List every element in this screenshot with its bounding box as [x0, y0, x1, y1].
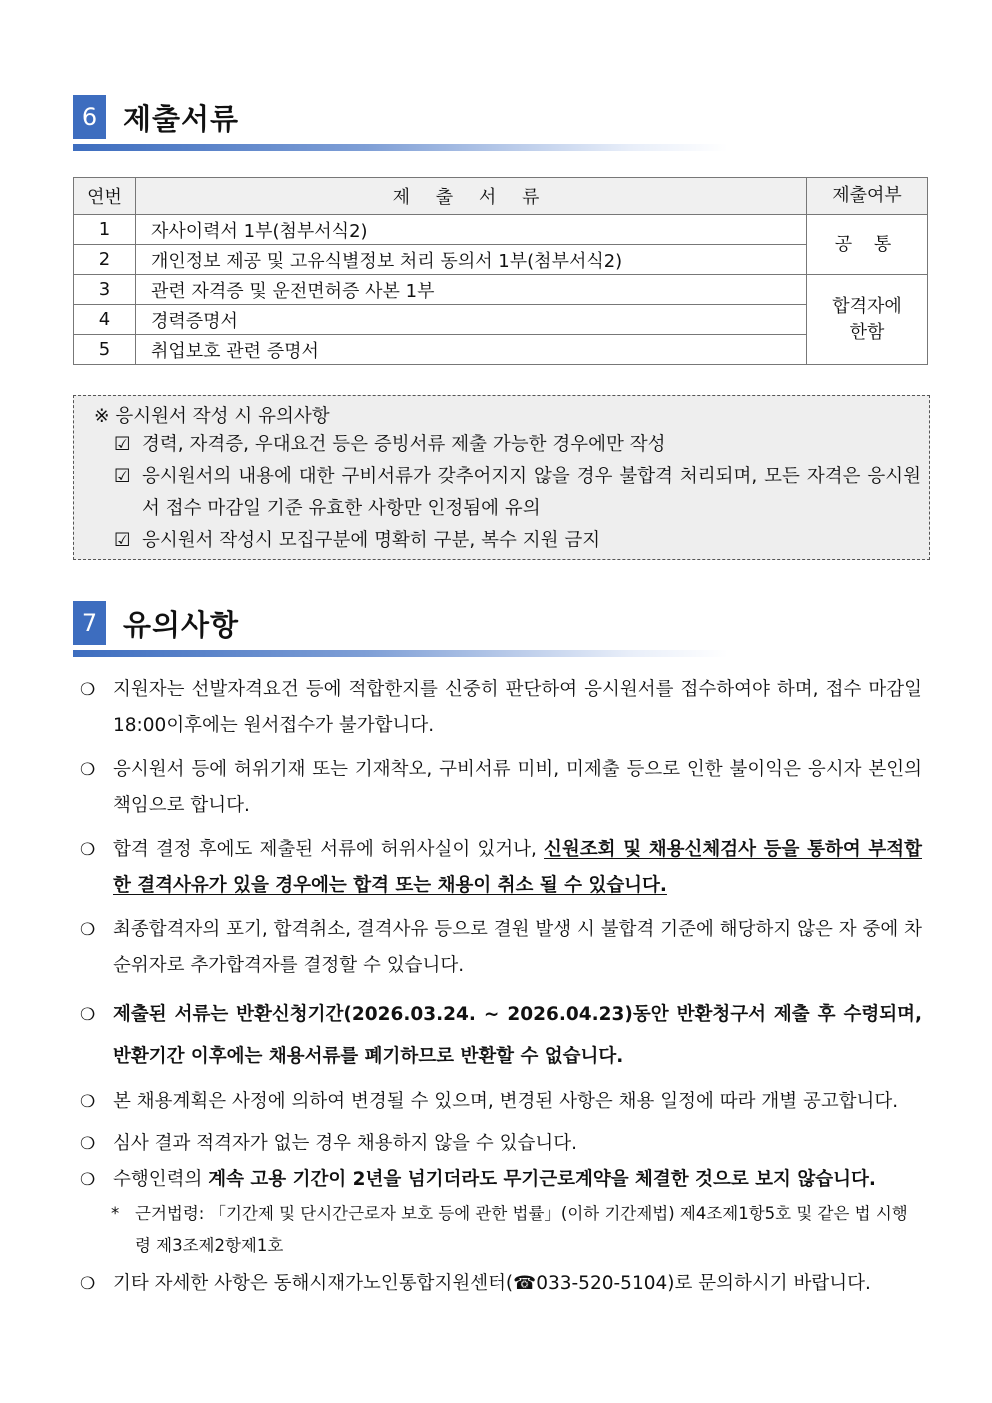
checkbox-icon: ☑	[114, 466, 131, 487]
circle-bullet-icon: ❍	[80, 1005, 96, 1025]
notice-item	[114, 525, 921, 557]
table-row	[74, 245, 928, 275]
submit-passed	[807, 275, 928, 365]
checkbox-icon: ☑	[114, 530, 131, 551]
caution-text: 지원자는 선발자격요건 등에 적합한지를 신중히 판단하여 응시원서를 접수하여야 하며, 접수 마감일 18:00이후에는 원서접수가 불가합니다.	[113, 679, 922, 736]
section-title: 유의사항	[123, 608, 240, 642]
row-no: 3	[74, 275, 136, 305]
application-notice-box	[73, 395, 930, 560]
circle-bullet-icon: ❍	[80, 1170, 96, 1190]
note-asterisk: *	[111, 1204, 120, 1223]
circle-bullet-icon: ❍	[80, 840, 96, 860]
checkbox-icon: ☑	[114, 434, 131, 455]
circle-bullet-icon: ❍	[80, 760, 96, 780]
section-number: 7	[73, 601, 106, 645]
submit-common: 공 통	[807, 215, 928, 275]
notice-title: ※ 응시원서 작성 시 유의사항	[94, 406, 330, 427]
header-doc: 제 출 서 류	[136, 178, 807, 215]
caution-text: 심사 결과 적격자가 없는 경우 채용하지 않을 수 있습니다.	[113, 1133, 577, 1154]
caution-text: 제출된 서류는 반환신청기간(2026.03.24. ~ 2026.04.23)동안 반환청구서 제출 후 수령되며, 반환기간 이후에는 채용서류를 폐기하므로 반환할 수 없습니다.	[113, 1004, 922, 1067]
table-row	[74, 215, 928, 245]
caution-text: 응시원서 등에 허위기재 또는 기재착오, 구비서류 미비, 미제출 등으로 인한 불이익은 응시자 본인의 책임으로 합니다.	[113, 759, 922, 816]
header-no: 연번	[74, 178, 136, 215]
notice-item-text: 응시원서 작성시 모집구분에 명확히 구분, 복수 지원 금지	[142, 530, 601, 551]
caution-text: 수행인력의	[113, 1169, 209, 1190]
caution-text: 본 채용계획은 사정에 의하여 변경될 수 있으며, 변경된 사항은 채용 일정에 따라 개별 공고합니다.	[113, 1091, 899, 1112]
row-doc: 취업보호 관련 증명서	[136, 335, 807, 365]
caution-item	[80, 994, 922, 1078]
legal-basis-note	[80, 1198, 922, 1262]
section-divider	[73, 650, 728, 657]
caution-text: 기타 자세한 사항은 동해시재가노인통합지원센터(☎033-520-5104)로 문의하시기 바랍니다.	[113, 1273, 871, 1294]
circle-bullet-icon: ❍	[80, 1134, 96, 1154]
documents-table	[73, 177, 928, 365]
caution-item	[80, 672, 922, 744]
table-row	[74, 335, 928, 365]
table-row	[74, 305, 928, 335]
caution-item	[80, 752, 922, 824]
caution-emphasis: 계속 고용 기간이 2년을 넘기더라도 무기근로계약을 체결한 것으로 보지 않습니다.	[208, 1169, 876, 1190]
caution-item	[80, 1266, 922, 1302]
notice-item-text: 응시원서의 내용에 대한 구비서류가 갖추어지지 않을 경우 불합격 처리되며, 모든 자격은 응시원서 접수 마감일 기준 유효한 사항만 인정됨에 유의	[142, 466, 921, 519]
row-no: 2	[74, 245, 136, 275]
section-number: 6	[73, 95, 106, 139]
submit-passed-line1: 합격자에	[832, 295, 902, 317]
row-no: 4	[74, 305, 136, 335]
circle-bullet-icon: ❍	[80, 680, 96, 700]
caution-text: 합격 결정 후에도 제출된 서류에 허위사실이 있거나,	[113, 839, 545, 860]
row-doc: 경력증명서	[136, 305, 807, 335]
notice-item	[114, 461, 921, 525]
row-doc: 관련 자격증 및 운전면허증 사본 1부	[136, 275, 807, 305]
note-text: 근거법령: 「기간제 및 단시간근로자 보호 등에 관한 법률」(이하 기간제법) 제4조제1항5호 및 같은 법 시행령 제3조제2항제1호	[135, 1204, 908, 1255]
row-no: 5	[74, 335, 136, 365]
header-submit: 제출여부	[807, 178, 928, 215]
caution-item	[80, 912, 922, 984]
cautions-list	[80, 672, 922, 1302]
circle-bullet-icon: ❍	[80, 1092, 96, 1112]
circle-bullet-icon: ❍	[80, 920, 96, 940]
section-title: 제출서류	[123, 102, 240, 136]
row-doc: 개인정보 제공 및 고유식별정보 처리 동의서 1부(첨부서식2)	[136, 245, 807, 275]
table-row	[74, 275, 928, 305]
notice-item-text: 경력, 자격증, 우대요건 등은 증빙서류 제출 가능한 경우에만 작성	[142, 434, 666, 455]
notice-item	[114, 429, 921, 461]
table-header-row	[74, 178, 928, 215]
caution-item	[80, 832, 922, 904]
section-divider	[73, 144, 728, 151]
submit-passed-line2: 한함	[849, 321, 885, 343]
caution-item	[80, 1126, 922, 1162]
row-doc: 자사이력서 1부(첨부서식2)	[136, 215, 807, 245]
caution-emphasis: 신원조회 및 채용신체검사 등을 통하여 부적합한 결격사유가 있을 경우에는 합격 또는 채용이 취소 될 수 있습니다.	[113, 839, 922, 896]
circle-bullet-icon: ❍	[80, 1274, 96, 1294]
row-no: 1	[74, 215, 136, 245]
caution-item	[80, 1162, 922, 1198]
caution-item	[80, 1084, 922, 1120]
caution-text: 최종합격자의 포기, 합격취소, 결격사유 등으로 결원 발생 시 불합격 기준에 해당하지 않은 자 중에 차순위자로 추가합격자를 결정할 수 있습니다.	[113, 919, 922, 976]
